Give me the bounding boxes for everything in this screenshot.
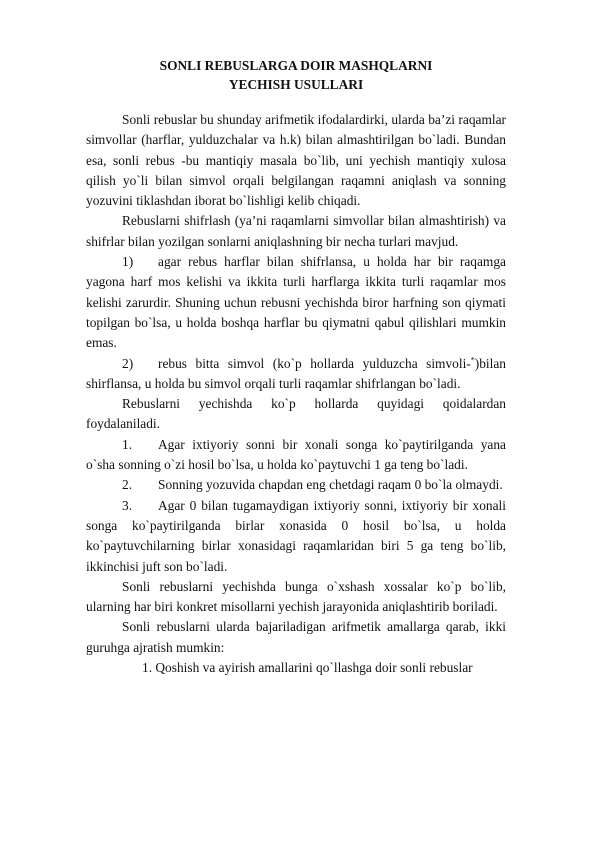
rule-2-text: Sonning yozuvida chapdan eng chetdagi raqam 0 bo`la olmaydi. xyxy=(158,477,503,493)
paragraph-definition: Sonli rebuslar bu shunday arifmetik ifodalardirki, ularda ba’zi raqamlar simvollar (harflar, yulduzchalar va h.k) bilan almashtirilgan bo`ladi. Bundan esa, sonli rebus -bu mantiqiy masala bo`lib, uni yechish mantiqiy xulosa qilish yo`li bilan simvol orqali belgilangan raqamni aniqlash va sonning yozuvini tiklashdan iborat bo`lishligi kelib chiqadi. xyxy=(86,112,506,209)
list-item-2-number: 2) xyxy=(122,355,134,371)
rule-item-2 xyxy=(86,475,506,495)
document-title xyxy=(86,56,506,94)
list-item-2-text-a: rebus bitta simvol (ko`p hollarda yulduzcha simvoli- xyxy=(158,355,471,371)
rule-1-number: 1. xyxy=(122,436,133,452)
paragraph-encryption-types: Rebuslarni shifrlash (ya’ni raqamlarni simvollar bilan almashtirish) va shifrlar bilan yozilgan sonlarni aniqlashning bir necha turlari mavjud. xyxy=(86,213,506,249)
rule-3-number: 3. xyxy=(122,497,133,513)
title-line-2: YECHISH USULLARI xyxy=(228,77,364,92)
paragraph-rules-intro: Rebuslarni yechishda ko`p hollarda quyidagi qoidalardan foydalaniladi. xyxy=(86,396,506,432)
rule-1-text: Agar ixtiyoriy sonni bir xonali songa ko`paytirilganda yana o`sha sonning o`zi hosil bo`lsa, u holda ko`paytuvchi 1 ga teng bo`ladi. xyxy=(86,436,506,473)
list-item-2-text-b: )bilan shirflansa, u holda bu simvol orqali turli raqamlar shifrlangan bo`ladi. xyxy=(86,355,506,391)
list-item-1 xyxy=(86,252,506,353)
paragraph-properties: Sonli rebuslarni yechishda bunga o`xshash xossalar ko`p bo`lib, ularning har biri konkret misollarni yechish jarayonida aniqlashtirib boriladi. xyxy=(86,578,506,615)
rule-item-3 xyxy=(86,496,506,577)
document-page xyxy=(86,56,506,678)
sub-heading-addition-subtraction: 1. Qoshish va ayirish amallarini qo`llashga doir sonli rebuslar xyxy=(142,660,473,676)
list-item-1-number: 1) xyxy=(122,254,134,270)
rule-2-number: 2. xyxy=(122,477,133,493)
rule-3-text: Agar 0 bilan tugamaydigan ixtiyoriy sonni, ixtiyoriy bir xonali songa ko`paytirilganda birlar xonasida 0 hosil bo`lsa, u holda ko`paytuvchilarning birlar xonasidagi raqamlaridan biri 5 ga teng bo`lib, ikkinchisi juft son bo`ladi. xyxy=(86,497,506,574)
list-item-2 xyxy=(86,354,506,395)
list-item-1-text: agar rebus harflar bilan shifrlansa, u holda har bir raqamga yagona harf mos kelishi va ikkita turli harflarga ikkita turli raqamlar mos kelishi zarurdir. Shuning uchun rebusni yechishda biror harfning son qiymati topilgan bo`lsa, u holda boshqa harflar bu qiymatni qabul qilishlari mumkin emas. xyxy=(86,254,506,351)
title-line-1: SONLI REBUSLARGA DOIR MASHQLARNI xyxy=(159,58,433,73)
asterisk-symbol: * xyxy=(470,355,475,365)
rule-item-1 xyxy=(86,435,506,476)
paragraph-groups: Sonli rebuslarni ularda bajariladigan arifmetik amallarga qarab, ikki guruhga ajratish mumkin: xyxy=(86,619,506,655)
